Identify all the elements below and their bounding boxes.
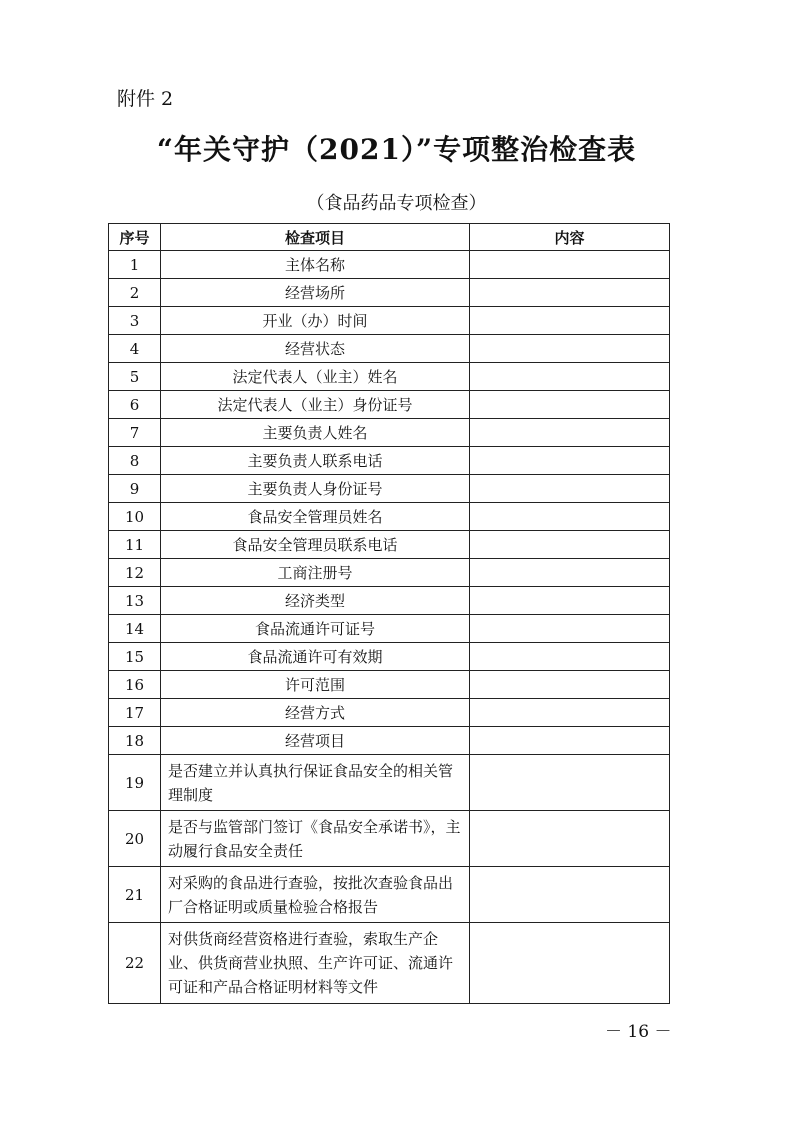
row-number: 9 <box>109 475 161 503</box>
row-content-cell[interactable] <box>470 251 670 279</box>
row-content-cell[interactable] <box>470 531 670 559</box>
inspection-table <box>108 223 670 1004</box>
table-row <box>109 867 670 923</box>
row-number: 6 <box>109 391 161 419</box>
row-item: 许可范围 <box>161 671 470 699</box>
table-row <box>109 755 670 811</box>
row-content-cell[interactable] <box>470 643 670 671</box>
row-number: 18 <box>109 727 161 755</box>
row-number: 1 <box>109 251 161 279</box>
table-row <box>109 811 670 867</box>
row-item: 经营状态 <box>161 335 470 363</box>
row-content-cell[interactable] <box>470 475 670 503</box>
row-number: 15 <box>109 643 161 671</box>
table-row <box>109 671 670 699</box>
row-number: 5 <box>109 363 161 391</box>
table-row <box>109 727 670 755</box>
table-row <box>109 251 670 279</box>
row-number: 10 <box>109 503 161 531</box>
header-no: 序号 <box>109 224 161 251</box>
row-item: 工商注册号 <box>161 559 470 587</box>
row-item: 经济类型 <box>161 587 470 615</box>
table-row <box>109 503 670 531</box>
table-row <box>109 335 670 363</box>
row-content-cell[interactable] <box>470 307 670 335</box>
table-row <box>109 923 670 1004</box>
table-row <box>109 363 670 391</box>
row-number: 2 <box>109 279 161 307</box>
attachment-label: 附件 2 <box>117 88 174 110</box>
row-item: 食品安全管理员联系电话 <box>161 531 470 559</box>
row-content-cell[interactable] <box>470 419 670 447</box>
table-row <box>109 419 670 447</box>
row-item: 主要负责人姓名 <box>161 419 470 447</box>
row-number: 22 <box>109 923 161 1004</box>
row-item: 是否与监管部门签订《食品安全承诺书》，主动履行食品安全责任 <box>161 811 470 867</box>
row-item: 主体名称 <box>161 251 470 279</box>
table-row <box>109 391 670 419</box>
page-subtitle: （食品药品专项检查） <box>306 193 487 214</box>
table-row <box>109 615 670 643</box>
row-content-cell[interactable] <box>470 811 670 867</box>
row-number: 21 <box>109 867 161 923</box>
table-row <box>109 531 670 559</box>
row-content-cell[interactable] <box>470 923 670 1004</box>
row-number: 14 <box>109 615 161 643</box>
table-row <box>109 447 670 475</box>
table-row <box>109 475 670 503</box>
row-content-cell[interactable] <box>470 867 670 923</box>
row-content-cell[interactable] <box>470 447 670 475</box>
page-number: － 16 － <box>605 1022 672 1042</box>
row-item: 主要负责人身份证号 <box>161 475 470 503</box>
table-row <box>109 699 670 727</box>
header-item: 检查项目 <box>161 224 470 251</box>
row-number: 8 <box>109 447 161 475</box>
row-content-cell[interactable] <box>470 559 670 587</box>
row-content-cell[interactable] <box>470 699 670 727</box>
row-number: 4 <box>109 335 161 363</box>
row-content-cell[interactable] <box>470 671 670 699</box>
row-number: 19 <box>109 755 161 811</box>
row-content-cell[interactable] <box>470 503 670 531</box>
row-item: 经营方式 <box>161 699 470 727</box>
row-number: 16 <box>109 671 161 699</box>
row-content-cell[interactable] <box>470 335 670 363</box>
row-number: 17 <box>109 699 161 727</box>
row-item: 对供货商经营资格进行查验，索取生产企业、供货商营业执照、生产许可证、流通许可证和产品合格证明材料等文件 <box>161 923 470 1004</box>
row-item: 食品流通许可证号 <box>161 615 470 643</box>
row-number: 7 <box>109 419 161 447</box>
row-number: 20 <box>109 811 161 867</box>
page-title: “年关守护（2021）”专项整治检查表 <box>156 133 637 166</box>
row-item: 经营场所 <box>161 279 470 307</box>
row-item: 对采购的食品进行查验，按批次查验食品出厂合格证明或质量检验合格报告 <box>161 867 470 923</box>
table-row <box>109 643 670 671</box>
row-content-cell[interactable] <box>470 755 670 811</box>
row-item: 食品安全管理员姓名 <box>161 503 470 531</box>
row-content-cell[interactable] <box>470 279 670 307</box>
header-content: 内容 <box>470 224 670 251</box>
row-item: 开业（办）时间 <box>161 307 470 335</box>
row-item: 主要负责人联系电话 <box>161 447 470 475</box>
row-number: 13 <box>109 587 161 615</box>
row-item: 食品流通许可有效期 <box>161 643 470 671</box>
table-row <box>109 559 670 587</box>
row-item: 法定代表人（业主）姓名 <box>161 363 470 391</box>
table-row <box>109 279 670 307</box>
table-header-row <box>109 224 670 251</box>
row-number: 12 <box>109 559 161 587</box>
table-row <box>109 307 670 335</box>
row-content-cell[interactable] <box>470 587 670 615</box>
row-content-cell[interactable] <box>470 363 670 391</box>
row-item: 经营项目 <box>161 727 470 755</box>
row-number: 11 <box>109 531 161 559</box>
table-row <box>109 587 670 615</box>
row-content-cell[interactable] <box>470 615 670 643</box>
row-number: 3 <box>109 307 161 335</box>
row-item: 法定代表人（业主）身份证号 <box>161 391 470 419</box>
row-item: 是否建立并认真执行保证食品安全的相关管理制度 <box>161 755 470 811</box>
row-content-cell[interactable] <box>470 391 670 419</box>
row-content-cell[interactable] <box>470 727 670 755</box>
